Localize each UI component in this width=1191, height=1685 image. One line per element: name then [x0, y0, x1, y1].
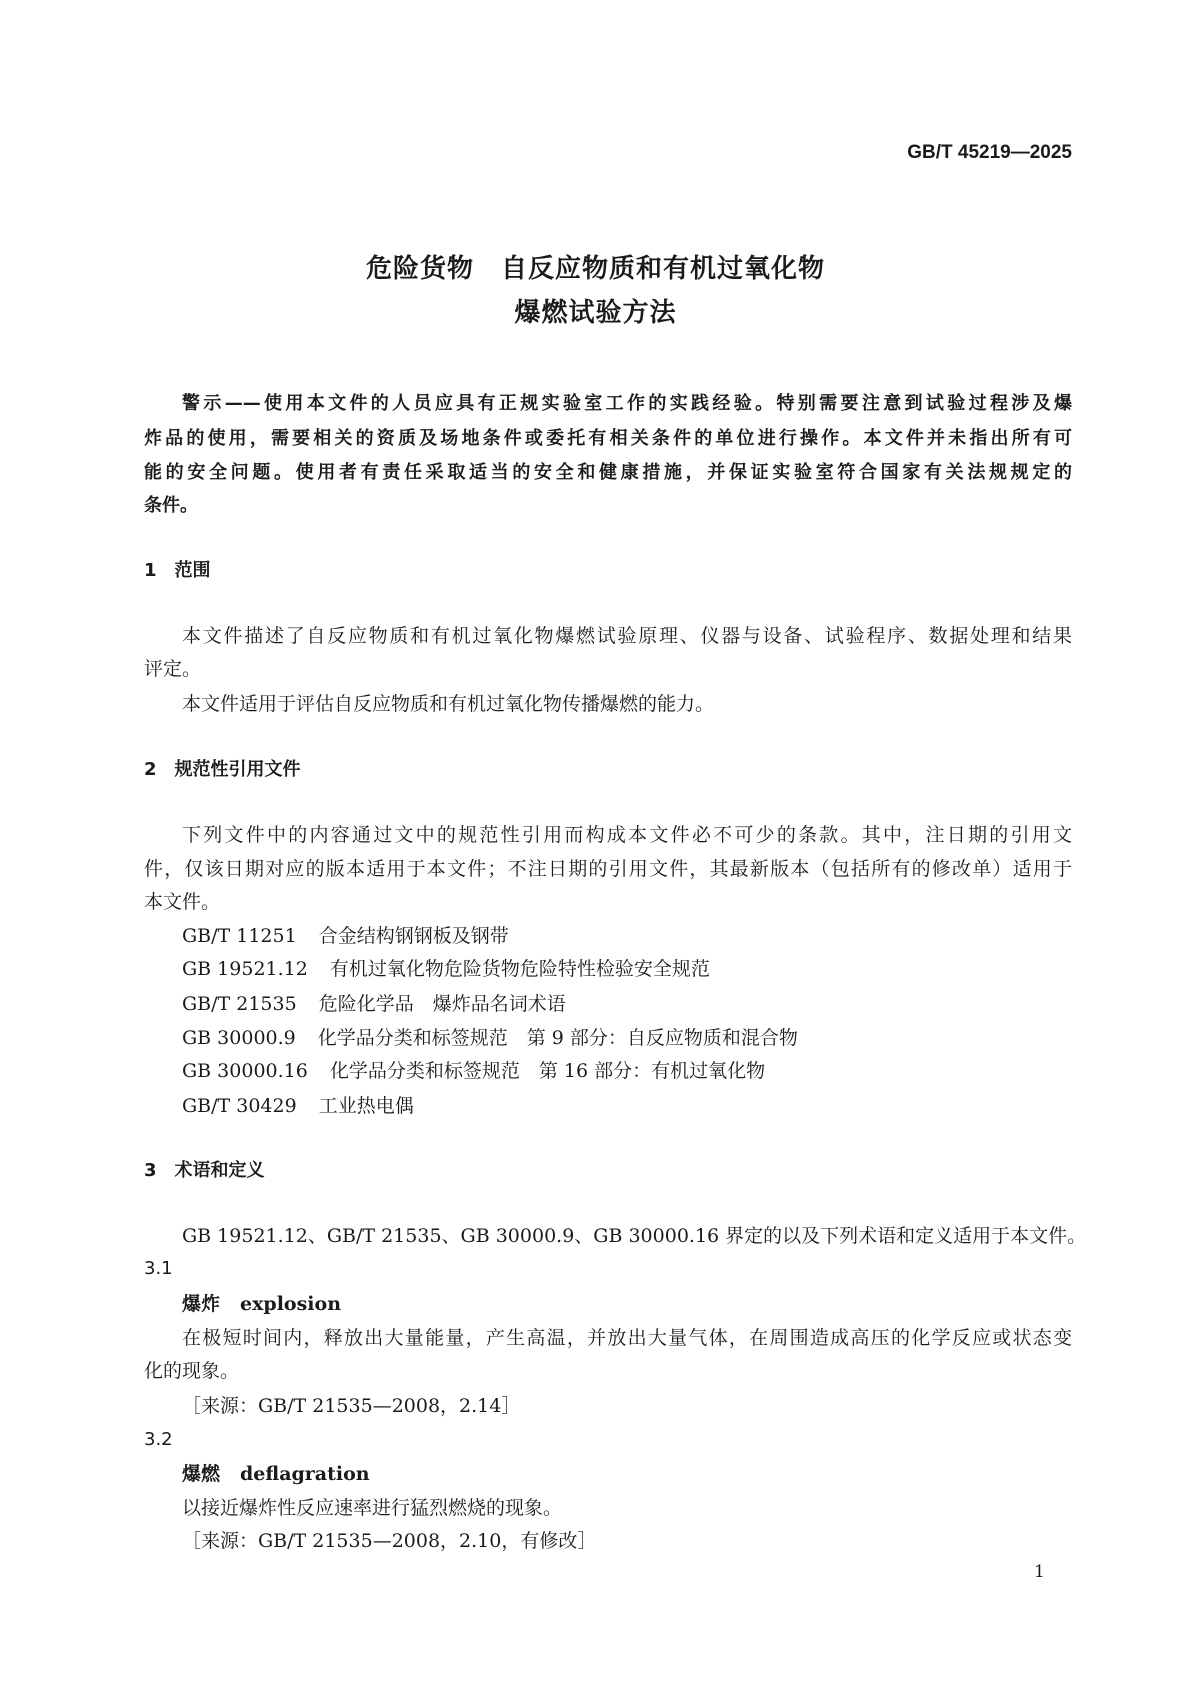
reference-code: GB 30000.16 — [182, 1060, 308, 1082]
paragraph-line: GB 19521.12、GB/T 21535、GB 30000.9、GB 30000.16 界定的以及下列术语和定义适用于本文件。 — [182, 1225, 1087, 1247]
reference-title: 化学品分类和标签规范 第 9 部分：自反应物质和混合物 — [317, 1027, 798, 1049]
reference-title: 化学品分类和标签规范 第 16 部分：有机过氧化物 — [329, 1060, 766, 1082]
reference-item — [182, 1094, 1072, 1118]
term-heading — [182, 1292, 1072, 1316]
page-number: 1 — [1034, 1562, 1045, 1582]
paragraph-line: 评定。 — [144, 658, 202, 680]
reference-title: 有机过氧化物危险货物危险特性检验安全规范 — [329, 958, 710, 980]
reference-code: GB 19521.12 — [182, 958, 308, 980]
term-number: 3.1 — [144, 1258, 173, 1279]
document-code: GB/T 45219—2025 — [907, 142, 1072, 163]
warning-line: 能的安全问题。使用者有责任采取适当的安全和健康措施，并保证实验室符合国家有关法规规定的 — [144, 462, 1072, 483]
term-source: ［来源：GB/T 21535—2008，2.14］ — [182, 1395, 521, 1417]
title-line-1: 危险货物 自反应物质和有机过氧化物 — [365, 254, 825, 284]
term-zh: 爆炸 — [182, 1293, 221, 1315]
reference-item — [182, 1026, 1072, 1050]
term-number: 3.2 — [144, 1429, 173, 1450]
term-en: deflagration — [240, 1463, 370, 1485]
reference-item — [182, 1059, 1072, 1083]
paragraph-line: 本文件适用于评估自反应物质和有机过氧化物传播爆燃的能力。 — [182, 693, 715, 715]
title-line-2: 爆燃试验方法 — [514, 298, 677, 328]
definition-line: 以接近爆炸性反应速率进行猛烈燃烧的现象。 — [182, 1497, 563, 1519]
reference-code: GB/T 30429 — [182, 1095, 297, 1117]
term-zh: 爆燃 — [182, 1463, 221, 1485]
reference-item — [182, 957, 1072, 981]
term-source: ［来源：GB/T 21535—2008，2.10，有修改］ — [182, 1530, 597, 1552]
warning-line: 条件。 — [144, 495, 198, 516]
paragraph-line: 下列文件中的内容通过文中的规范性引用而构成本文件必不可少的条款。其中，注日期的引用文 — [182, 824, 1072, 846]
reference-code: GB/T 11251 — [182, 925, 297, 947]
reference-title: 危险化学品 爆炸品名词术语 — [318, 993, 566, 1015]
definition-line: 化的现象。 — [144, 1360, 240, 1382]
term-heading — [182, 1462, 1072, 1486]
definition-line: 在极短时间内，释放出大量能量，产生高温，并放出大量气体，在周围造成高压的化学反应或状态变 — [182, 1327, 1072, 1349]
paragraph-line: 本文件。 — [144, 891, 221, 913]
reference-item — [182, 992, 1072, 1016]
term-en: explosion — [240, 1293, 342, 1315]
section-3-heading: 3 术语和定义 — [144, 1160, 265, 1181]
paragraph-line: 件，仅该日期对应的版本适用于本文件；不注日期的引用文件，其最新版本（包括所有的修改单）适用于 — [144, 858, 1072, 880]
reference-code: GB 30000.9 — [182, 1027, 296, 1049]
reference-title: 工业热电偶 — [318, 1095, 414, 1117]
paragraph-line: 本文件描述了自反应物质和有机过氧化物爆燃试验原理、仪器与设备、试验程序、数据处理和结果 — [182, 625, 1072, 647]
section-2-heading: 2 规范性引用文件 — [144, 759, 301, 780]
section-1-heading: 1 范围 — [144, 560, 211, 581]
reference-code: GB/T 21535 — [182, 993, 297, 1015]
warning-line: 炸品的使用，需要相关的资质及场地条件或委托有相关条件的单位进行操作。本文件并未指出所有可 — [144, 428, 1072, 449]
reference-title: 合金结构钢钢板及钢带 — [318, 925, 509, 947]
warning-line: 警示——使用本文件的人员应具有正规实验室工作的实践经验。特别需要注意到试验过程涉及爆 — [182, 393, 1072, 414]
reference-item — [182, 924, 1072, 948]
